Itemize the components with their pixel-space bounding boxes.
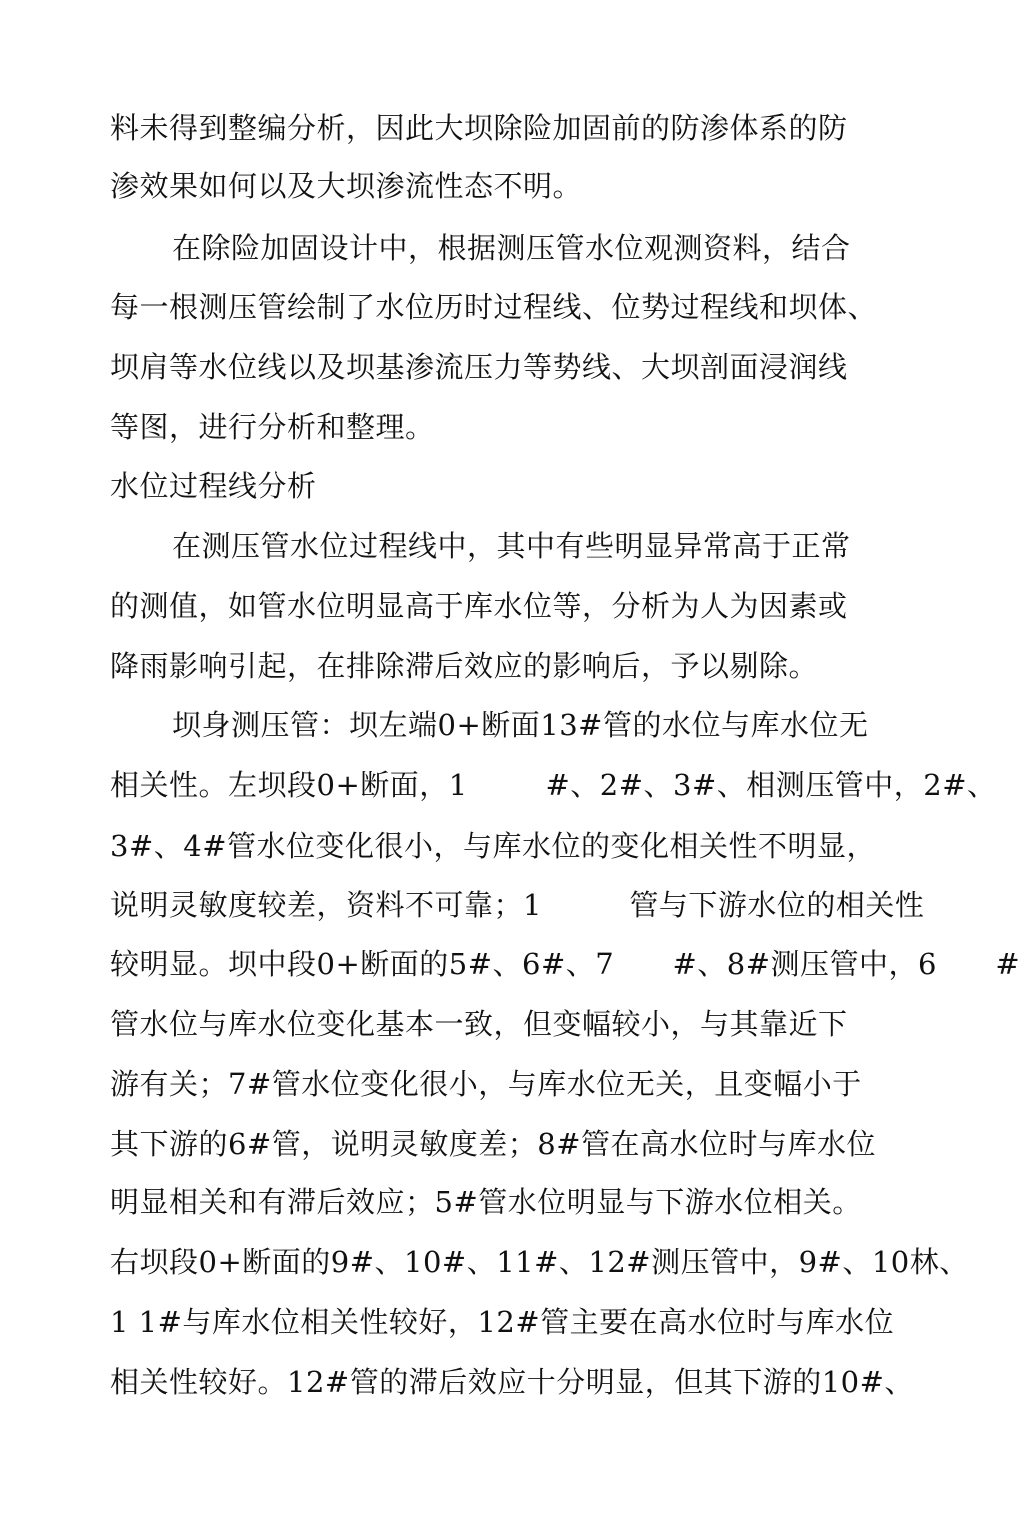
text-line: 相关性较好。12#管的滞后效应十分明显，但其下游的10#、: [110, 1365, 914, 1399]
text-line: 相关性。左坝段0+断面，1 #、2#、3#、相测压管中，2#、: [110, 768, 997, 802]
text-line: 管水位与库水位变化基本一致，但变幅较小，与其靠近下: [110, 1007, 848, 1041]
text-line: 3#、4#管水位变化很小，与库水位的变化相关性不明显，: [110, 829, 877, 863]
text-line: 其下游的6#管，说明灵敏度差；8#管在高水位时与库水位: [110, 1127, 877, 1161]
text-line: 的测值，如管水位明显高于库水位等，分析为人为因素或: [110, 589, 848, 623]
text-line: 右坝段0+断面的9#、10#、11#、12#测压管中，9#、10林、: [110, 1245, 969, 1279]
text-line: 渗效果如何以及大坝渗流性态不明。: [110, 169, 583, 203]
text-line: 较明显。坝中段0+断面的5#、6#、7 #、8#测压管中，6 #: [110, 947, 1021, 981]
paragraph-start-line: 坝身测压管：坝左端0+断面13#管的水位与库水位无: [172, 708, 869, 742]
text-line: 明显相关和有滞后效应；5#管水位明显与下游水位相关。: [110, 1185, 862, 1219]
paragraph-start-line: 在测压管水位过程线中，其中有些明显异常高于正常: [172, 529, 851, 563]
text-line: 降雨影响引起，在排除滞后效应的影响后，予以剔除。: [110, 649, 819, 683]
section-heading: 水位过程线分析: [110, 469, 317, 503]
text-line: 说明灵敏度较差，资料不可靠；1 管与下游水位的相关性: [110, 888, 925, 922]
text-line: 每一根测压管绘制了水位历时过程线、位势过程线和坝体、: [110, 290, 878, 324]
paragraph-start-line: 在除险加固设计中，根据测压管水位观测资料，结合: [172, 231, 851, 265]
text-line: 游有关；7#管水位变化很小，与库水位无关，且变幅小于: [110, 1067, 862, 1101]
text-line: 料未得到整编分析，因此大坝除险加固前的防渗体系的防: [110, 111, 848, 145]
text-line: 坝肩等水位线以及坝基渗流压力等势线、大坝剖面浸润线: [110, 350, 848, 384]
text-line: 等图，进行分析和整理。: [110, 410, 435, 444]
text-line: 1 1#与库水位相关性较好，12#管主要在高水位时与库水位: [110, 1305, 895, 1339]
